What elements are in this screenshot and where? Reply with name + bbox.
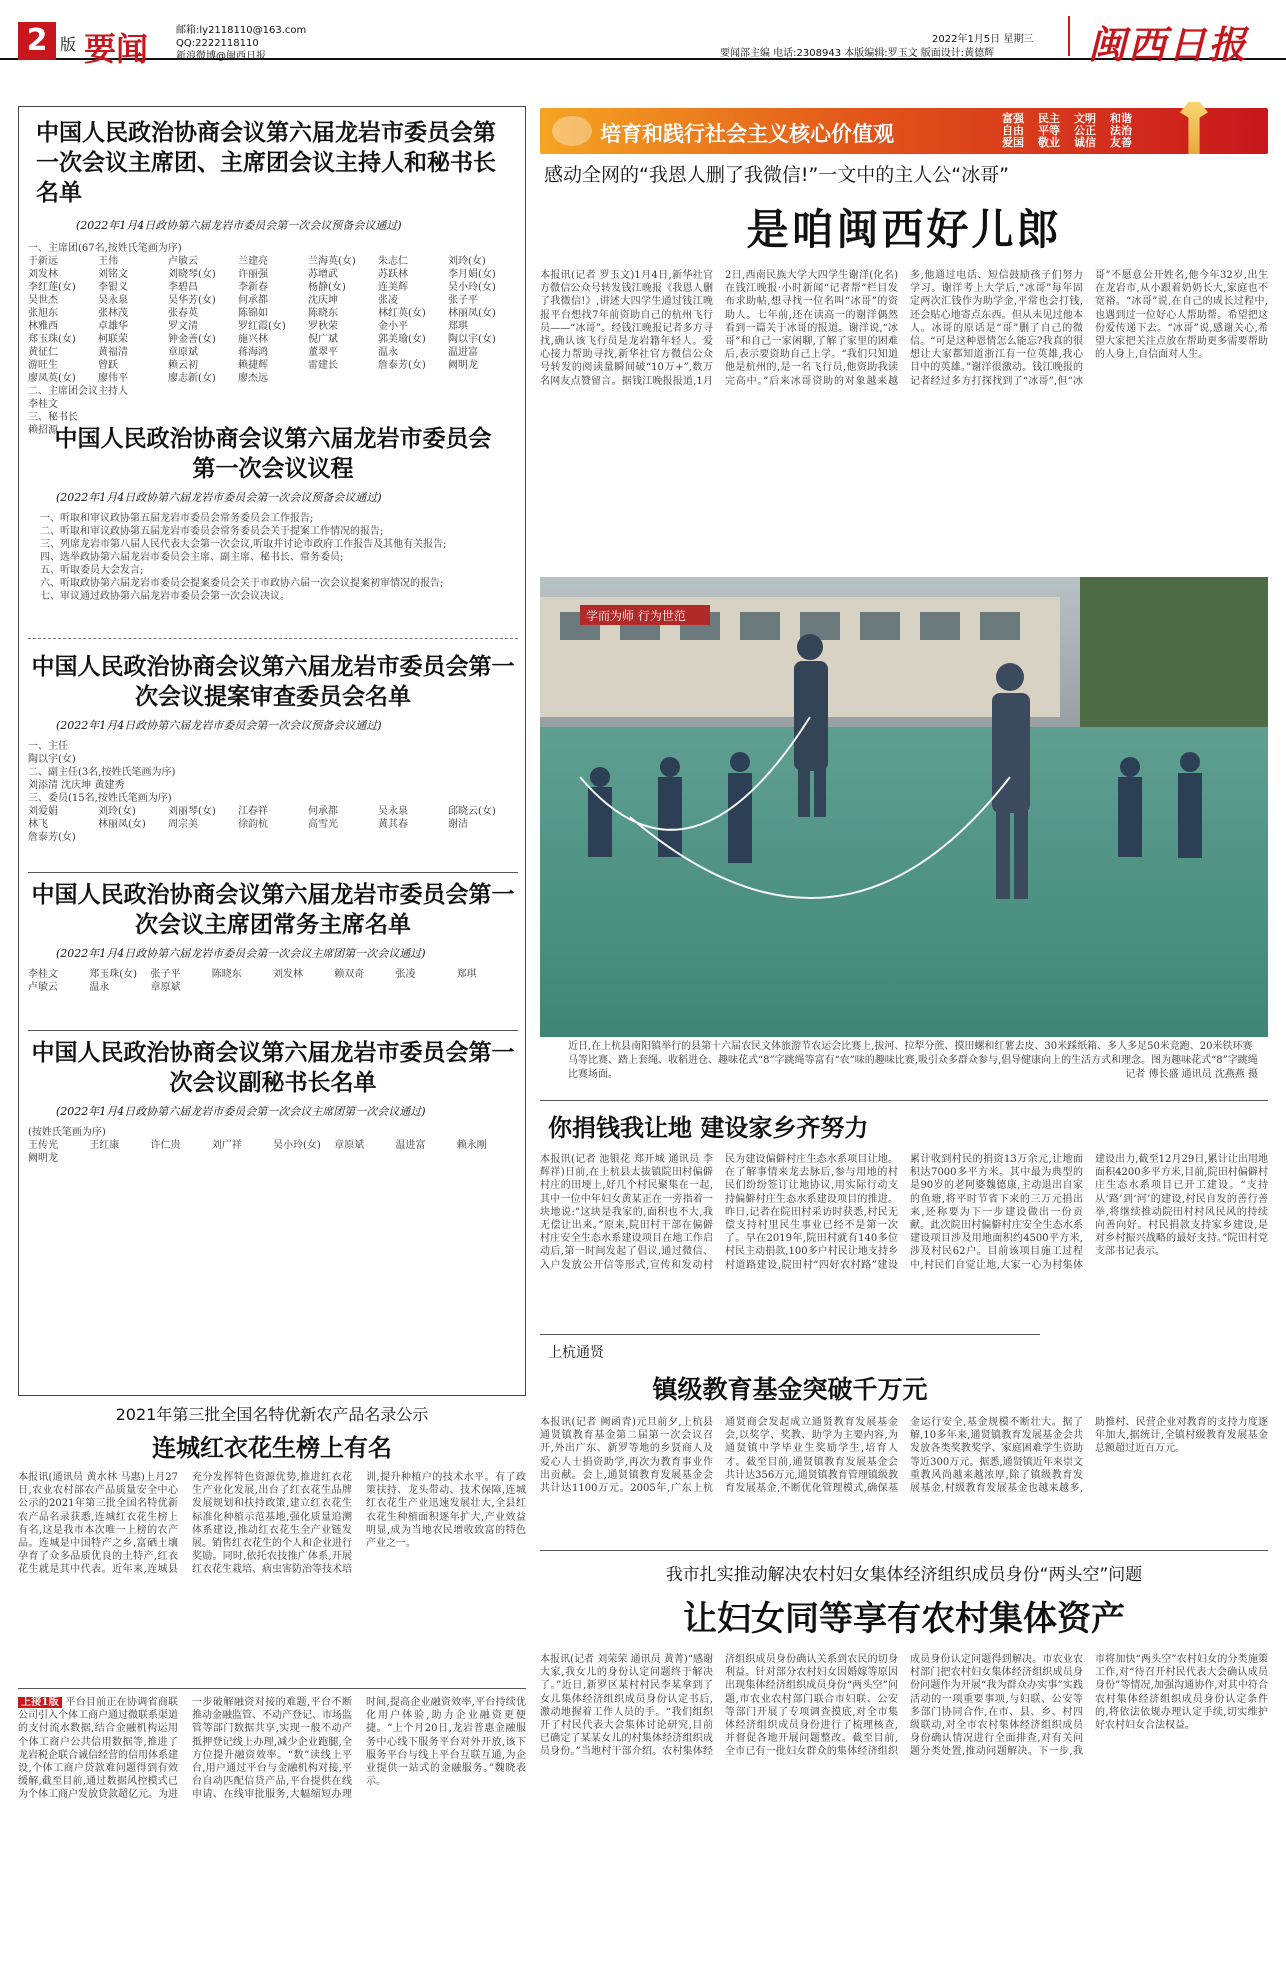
- member-name: 李桂文: [28, 969, 58, 980]
- member-name: 于新远: [28, 256, 58, 267]
- article-note: (2022年1月4日政协第六届龙岩市委员会第一次会议预备会议通过): [56, 719, 382, 732]
- contact-info: [176, 24, 306, 63]
- member-name: 卢敏云: [168, 256, 198, 267]
- agenda-list: [28, 512, 518, 603]
- divider: [540, 1334, 1040, 1335]
- member-name: 廖杰远: [238, 373, 268, 384]
- member-name: 兰建亮: [238, 256, 268, 267]
- article-rural-women: [540, 1560, 1268, 1969]
- article-title: 连城红衣花生榜上有名: [152, 1433, 392, 1462]
- agenda-item: 五、听取委员大会发言;: [40, 565, 144, 576]
- member-name: 刘发林: [273, 969, 303, 980]
- member-name: 高雪光: [308, 819, 338, 830]
- article-kicker: 感动全网的“我恩人删了我微信!”一文中的主人公“冰哥”: [544, 164, 1009, 186]
- article-title: 是咱闽西好儿郎: [746, 205, 1062, 254]
- article-presidium-list: [28, 118, 518, 437]
- member-name: 张春英: [168, 308, 198, 319]
- section-label: 一、主任: [28, 741, 68, 752]
- member-name: 张旭东: [28, 308, 58, 319]
- member-name: 张林茂: [98, 308, 128, 319]
- member-name: 张凌: [395, 969, 416, 980]
- section-label: 一、主席团(67名,按姓氏笔画为序): [28, 243, 182, 254]
- agenda-item: 七、审议通过政协第六届龙岩市委员会第一次会议决议。: [40, 591, 290, 602]
- member-name: 邱晓云(女): [448, 806, 496, 817]
- divider: [28, 638, 518, 639]
- masthead-logo: 闽西日报: [1088, 22, 1249, 67]
- member-name: 陈晓东: [211, 969, 242, 980]
- member-name: 廖志新(女): [168, 373, 216, 384]
- member-name: 游旺生: [28, 360, 58, 371]
- banner-title: 培育和践行社会主义核心价值观: [600, 122, 894, 146]
- photo-illustration: [540, 577, 1268, 1037]
- member-name: 林丽凤(女): [448, 308, 496, 319]
- member-name: 吴世杰: [28, 295, 58, 306]
- values-banner: [540, 108, 1268, 154]
- core-value: 公正: [1074, 124, 1096, 137]
- member-name: 许仁贵: [150, 1140, 181, 1151]
- article-note: (2022年1月4日政协第六届龙岩市委员会第一次会议主席团第一次会议通过): [56, 947, 426, 960]
- member-name: 刘玲(女): [98, 806, 136, 817]
- article-body: 本报讯(记者 罗玉文)1月4日,新华社官方微信公众号转发钱江晚报《我恩人删了我微信!》,讲述大四学生通过钱江晚报平台想找7年前资助自己的杭州飞行员——“冰哥”。经钱江晚报记者多方寻找,确认该飞行员是龙岩籍年轻人。爱心接力帮助寻找,新华社官方微信公众号转发的阅读量瞬间破“10万+”,数万名网友点赞留言。据钱江晚报报道,1月2日,西南民族大学大四学生谢洋(化名)在钱江晚报·小时新闻“记者帮”栏目发布求助帖,想寻找一位名叫“冰哥”的资助人。七年前,还在读高一的谢洋偶然看到一篇关于冰哥的报道。谢洋说,“冰哥”和自己一家闲聊,了解了家里的困难后,表示要资助自己上学。“我们只知道他是杭州的,是一名飞行员,他资助我读完高中。”后来冰哥资助的对象越来越多,他通过电话、短信鼓励孩子们努力学习。谢洋考上大学后,“冰哥”每年固定两次汇钱作为助学金,平常也会打钱,还会贴心地寄点东西。但从未见过他本人。冰哥的原话是“哥”删了自己的微信。“可是这种恩情怎么能忘?我真的很想让大家都知道浙江有一位英雄,我心目中的英雄。”谢洋很激动。钱江晚报的记者经过多方打探找到了“冰哥”,但“冰哥”不愿意公开姓名,他今年32岁,出生在龙岩市,从小跟着奶奶长大,家庭也不宽裕。“冰哥”说,在自己的成长过程中,也遇到过一位好心人帮助帮。希望把这份爱传递下去。“冰哥”说,感谢关心,希望大家把关注点放在帮助更多需要帮助的人身上,自信面对人生。: [540, 270, 1268, 387]
- presidium-names: [28, 255, 518, 385]
- member-name: 章原斌: [150, 982, 181, 993]
- member-name: 柯联荣: [98, 334, 128, 345]
- member-names: [28, 805, 518, 844]
- member-name: 郑琪: [456, 969, 477, 980]
- article-title: 让妇女同等享有农村集体资产: [683, 1599, 1125, 1639]
- member-name: 兰海英(女): [308, 256, 356, 267]
- core-value: 平等: [1038, 124, 1060, 137]
- member-name: 卓雄华: [98, 321, 128, 332]
- secretary-name: 赖招源: [28, 425, 58, 436]
- member-name: 何承都: [238, 295, 268, 306]
- member-name: 杨静(女): [308, 282, 346, 293]
- member-name: 朱志仁: [378, 256, 408, 267]
- weibo: 新浪微博@闽西日报: [176, 51, 266, 62]
- photo-credit: 记者 傅长盛 通讯员 沈燕燕 摄: [1125, 1069, 1258, 1080]
- article-body: [18, 1696, 526, 1944]
- core-value: 法治: [1110, 124, 1132, 137]
- agenda-item: 四、选举政协第六届龙岩市委员会主席、副主席、秘书长、常务委员;: [40, 552, 344, 563]
- member-name: 刘发林: [28, 269, 58, 280]
- member-name: 连美辉: [378, 282, 408, 293]
- member-name: 王伟: [98, 256, 118, 267]
- core-value: 和谐: [1110, 112, 1132, 125]
- member-name: 温进富: [448, 347, 478, 358]
- member-name: 詹泰芳(女): [378, 360, 426, 371]
- article-education-fund: [540, 1342, 1268, 1534]
- continued-tag: 上接1版: [18, 1697, 62, 1708]
- member-name: 温永: [89, 982, 110, 993]
- member-name: 苏增武: [308, 269, 338, 280]
- photo-caption: [568, 1040, 1258, 1082]
- member-name: 徐韵杭: [238, 819, 268, 830]
- order-note: (按姓氏笔画为序): [28, 1127, 106, 1138]
- section-label: 二、主席团会议主持人: [28, 386, 128, 397]
- member-name: 罗秋荣: [308, 321, 338, 332]
- article-land-donation: [540, 1108, 1268, 1359]
- agenda-item: 三、列席龙岩市第八届人民代表大会第一次会议,听取并讨论市政府工作报告及其他有关报告;: [40, 539, 447, 550]
- member-name: 陶以宇(女): [448, 334, 496, 345]
- member-name: 吴永泉: [378, 806, 408, 817]
- caption-text: 近日,在上杭县南阳镇举行的县第十六届农民文体旅游节农运会比赛上,拔河、拉犁分蔗、摸田螺和红薯去皮、30米踩纸箱、多人多足50米竞跑、20米铁环赛马等比赛、踏上套绳、收稻进仓、趣味花式“8”字跳绳等富有“农”味的趣味比赛,吸引众多群众参与,倡导健康向上的生活方式和理念。图为趣味花式“8”字跳绳比赛场面。: [568, 1041, 1258, 1080]
- article-binge: [540, 160, 1268, 575]
- member-name: 刘广祥: [211, 1140, 242, 1151]
- section-label: 三、委员(15名,按姓氏笔画为序): [28, 793, 172, 804]
- article-kicker: 我市扎实推动解决农村妇女集体经济组织成员身份“两头空”问题: [665, 1565, 1143, 1585]
- article-peanut: [18, 1402, 526, 1685]
- deputy-names: [28, 1139, 518, 1165]
- core-value: 诚信: [1074, 136, 1096, 149]
- page-header: [0, 0, 1286, 68]
- member-name: 阙明龙: [448, 360, 478, 371]
- article-deputy-secretaries: [28, 1038, 518, 1165]
- article-text: 平台目前正在协调省商联公司引入个体工商户通过微联系渠道的支付流水数据,结合金融机构运用个体工商户公共信用数据等,推进了龙岩税企联合诚信经营的信用体系建设,个体工商户贷款难问题得到有效缓解,截至目前,通过数据风控模式已为个体工商户发放贷款超亿元。为进一步破解融资对接的难题,平台不断推动金融监管、不动产登记、市场监管等部门数据共享,实现一般不动产抵押登记线上办理,减少企业跑腿,全方位提升融资效率。“数”读线上平台,用户通过平台与金融机构对接,平台自动匹配信贷产品,平台提供在线申请、在线审批服务,大幅缩短办理时间,提高企业融资效率,平台持续优化用户体验,助力企业融资更便捷。“上个月20日,龙岩普惠金融服务中心线下服务平台对外开放,该下服务平台与线上平台互联互通,为企业提供一站式的金融服务。”魏晓表示。: [18, 1697, 526, 1801]
- agenda-item: 六、听取政协第六届龙岩市委员会提案委员会关于市政协六届一次会议提案初审情况的报告;: [40, 578, 444, 589]
- core-value: 敬业: [1038, 136, 1060, 149]
- member-name: 李碧昌: [168, 282, 198, 293]
- member-name: 赖捷辉: [238, 360, 268, 371]
- article-proposal-committee: [28, 652, 518, 844]
- member-name: 许丽强: [238, 269, 268, 280]
- rope-skipping-photo: [540, 577, 1268, 1037]
- masthead-divider: [1068, 16, 1070, 56]
- member-name: 林红英(女): [378, 308, 426, 319]
- member-name: 金小平: [378, 321, 408, 332]
- core-value: 友善: [1110, 136, 1132, 149]
- vice-names: 刘添清 沈庆坤 黄建秀: [28, 780, 125, 791]
- member-name: 陈晓东: [308, 308, 338, 319]
- member-name: 江春祥: [238, 806, 268, 817]
- member-name: 李红莲(女): [28, 282, 76, 293]
- article-title: 中国人民政治协商会议第六届龙岩市委员会第一次会议副秘书长名单: [31, 1039, 515, 1096]
- member-name: 章原斌: [168, 347, 198, 358]
- member-name: 郑琪: [448, 321, 468, 332]
- article-kicker: 2021年第三批全国名特优新农产品名录公示: [115, 1405, 429, 1424]
- article-note: (2022年1月4日政协第六届龙岩市委员会第一次会议主席团第一次会议通过): [56, 1105, 426, 1118]
- divider: [28, 872, 518, 873]
- member-name: 吴永泉: [98, 295, 128, 306]
- article-body: 本报讯(通讯员 黄水林 马惠)上月27日,农业农村部农产品质量安全中心公示的2021年第三批全国名特优新农产品名录获悉,连城红衣花生榜上有名,这是我市本次唯一上榜的农产品。连城是中国特产之乡,富硒土壤孕育了众多品质优良的土特产,红衣花生就是其中代表。近年来,连城县充分发挥特色资源优势,推进红衣花生产业化发展,出台了红衣花生品牌发展规划和扶持政策,建立红衣花生标准化种植示范基地,强化质量追溯体系建设,推动红衣花生全产业链发展。销售红衣花生的个人和企业进行奖励。同时,依托农技推广体系,开展红衣花生栽培、病虫害防治等技术培训,提升种植户的技术水平。有了政策扶持、龙头带动、技术保障,连城红衣花生产业迅速发展壮大,全县红衣花生种植面积逐年扩大,产业效益明显,成为当地农民增收致富的特色产业之一。: [18, 1472, 526, 1576]
- qq: QQ:2222118110: [176, 38, 259, 49]
- member-name: 王传光: [28, 1140, 58, 1151]
- member-name: 刘丽琴(女): [168, 806, 216, 817]
- issue-date: 2022年1月5日 星期三: [932, 34, 1034, 45]
- agenda-item: 一、听取和审议政协第五届龙岩市委员会常务委员会工作报告;: [40, 513, 314, 524]
- member-name: 罗红霞(女): [238, 321, 286, 332]
- member-name: 张子平: [150, 969, 181, 980]
- member-name: 林飞: [28, 819, 48, 830]
- member-name: 郭美瑜(女): [378, 334, 426, 345]
- article-title: 镇级教育基金突破千万元: [652, 1375, 928, 1404]
- member-name: 黄其春: [378, 819, 408, 830]
- host-name: 李桂文: [28, 399, 58, 410]
- member-name: 李银义: [98, 282, 128, 293]
- divider: [540, 1100, 1268, 1101]
- member-name: 卢敏云: [28, 982, 58, 993]
- member-name: 吴小玲(女): [273, 1140, 321, 1151]
- member-name: 吴小玲(女): [448, 282, 496, 293]
- member-name: 廖伟平: [98, 373, 128, 384]
- member-name: 沈庆坤: [308, 295, 338, 306]
- article-title: 你捐钱我让地 建设家乡齐努力: [548, 1114, 869, 1142]
- divider: [18, 1688, 526, 1689]
- member-name: 赖云初: [168, 360, 198, 371]
- page-number: 2: [18, 22, 56, 60]
- member-name: 黄征仁: [28, 347, 58, 358]
- member-name: 何承都: [308, 806, 338, 817]
- member-name: 黄福清: [98, 347, 128, 358]
- article-note: (2022年1月4日政协第六届龙岩市委员会第一次会议预备会议通过): [76, 219, 402, 232]
- member-name: 倪广斌: [308, 334, 338, 345]
- article-continued: [18, 1696, 526, 1944]
- article-body: 本报讯(记者 刘荣荣 通讯员 黄菁)“感谢大家,我女儿的身份认定问题终于解决了。”近日,新罗区某村村民李某拿到了女儿集体经济组织成员身份认定书后,激动地握着工作人员的手。“我们组织开了村民代表大会集体讨论研究,目前已确定了某某女儿的村集体经济组织成员身份。”当地村干部介绍。农村集体经济组织成员身份确认关系到农民的切身利益。针对部分农村妇女因婚嫁等原因出现集体经济组织成员身份“两头空”问题,市农业农村部门联合市妇联、公安等部门开展了专项调查摸底,对全市集体经济组织成员身份进行了梳理核查,并督促各地开展问题整改。截至目前,全市已有一批妇女群众的集体经济组织成员身份认定问题得到解决。市农业农村部门把农村妇女集体经济组织成员身份问题作为开展“我为群众办实事”实践活动的一项重要事项,与妇联、公安等多部门协同合作,在市、县、乡、村四级联动,对全市农村集体经济组织成员身份确认情况进行全面排查,对有关问题分类处置,推动问题解决。下一步,我市将加快“两头空”农村妇女的分类施策工作,对“待召开村民代表大会确认成员身份”等情况,加强沟通协作,对其中符合农村集体经济组织成员身份认定条件的,将依法依规办理认定手续,切实维护好农村妇女合法权益。: [540, 1654, 1268, 1758]
- flower-icon: [552, 116, 592, 146]
- article-body: 本报讯(记者 阙函青)元旦前夕,上杭县通贤镇教育基金第二届第一次会议召开,外出广东、新罗等地的乡贤商人及爱心人士捐资助学,再次为教育事业作出贡献。会上,通贤镇教育发展基金会共计达1100万元。2005年,广东上杭通贤商会发起成立通贤教育发展基金会,以奖学、奖教、助学为主要内容,为通贤镇中学毕业生奖励学生,培育人才。截至目前,通贤镇教育发展基金会共计达356万元,通贤镇教育管理镇级教育发展基金,不断优化管理模式,确保基金运行安全,基金规模不断壮大。据了解,10多年来,通贤镇教育发展基金会共发放各类奖教奖学、家庭困难学生资助等近300万元。据悉,通贤镇近年来崇文重教风尚越来越浓厚,除了镇级教育发展基金,村级教育发展基金也越来越多,助推村、民营企业对教育的支持力度逐年加大,据统计,全镇村级教育发展基金总额超过近百万元。: [540, 1417, 1268, 1495]
- member-name: 罗文清: [168, 321, 198, 332]
- editors: 要闻部主编 电话:2308943 本版编辑:罗玉文 版面设计:黄德辉: [720, 48, 995, 59]
- ban-label: 版: [60, 35, 77, 54]
- divider: [28, 1030, 518, 1031]
- core-value: 自由: [1002, 124, 1024, 137]
- article-kicker: 上杭通贤: [548, 1345, 604, 1361]
- member-name: 陈锦如: [238, 308, 268, 319]
- section-label: 二、副主任(3名,按姓氏笔画为序): [28, 767, 176, 778]
- member-name: 谢洁: [448, 819, 468, 830]
- monument-icon: [1180, 102, 1208, 154]
- member-name: 刘铭文: [98, 269, 128, 280]
- member-name: 张凌: [378, 295, 398, 306]
- member-name: 郑玉珠(女): [89, 969, 138, 980]
- member-name: 廖凤英(女): [28, 373, 76, 384]
- member-name: 蒋海鸿: [238, 347, 268, 358]
- member-name: 董翠平: [308, 347, 338, 358]
- member-name: 周宗美: [168, 819, 198, 830]
- article-body: 本报讯(记者 池银花 郑开城 通讯员 李辉祥)日前,在上杭县太拔镇院田村偏僻村庄的田埂上,好几个村民聚集在一起,其中一位中年妇女黄某正在一旁指着一块地说:“这块是我家的,面积也不大,我无偿让出来。”原来,院田村干部在偏僻村庄安全生态水系建设项目在地工作启动后,第一时间发起了倡议,通过微信、入户发放公开信等形式,宣传和发动村民为建设偏僻村庄生态水系项目让地。在了解事情来龙去脉后,参与用地的村民们纷纷签订让地协议,用实际行动支持偏僻村庄生态水系建设项目的推进。昨日,记者在院田村采访时获悉,村民无偿支持村里民生事业已经不是第一次了。早在2019年,院田村就有140多位村民主动捐款,100多户村民让地支持乡村道路建设,院田村“四好农村路”建设累计收到村民的捐资13万余元,让地面积达7000多平方米。其中最为典型的是90岁的老阿婆魏德康,主动退出自家的鱼塘,将平时节省下来的三万元捐出来,还称要为下一步建设做出一份贡献。此次院田村偏僻村庄安全生态水系建设项目涉及用地面积约4500平方米,涉及村民62户。目前该项目施工过程中,村民们自觉让地,大家一心为村集体建设出力,截至12月29日,累计让出用地面积4200多平方米,目前,院田村偏僻村庄生态水系项目已开工建设。“支持从‘路’到‘河’的建设,村民自发的善行善举,将继续推动院田村村风民风的持续向善向好。村民捐款支持家乡建设,是对乡村振兴战略的最好支持。”院田村党支部书记表示。: [540, 1154, 1268, 1271]
- core-value: 文明: [1074, 112, 1096, 125]
- core-value: 富强: [1002, 112, 1024, 125]
- member-name: 王红康: [89, 1140, 120, 1151]
- agenda-item: 二、听取和审议政协第五届龙岩市委员会常务委员会关于提案工作情况的报告;: [40, 526, 384, 537]
- member-name: 赖永刚: [456, 1140, 487, 1151]
- article-note: (2022年1月4日政协第六届龙岩市委员会第一次会议预备会议通过): [56, 491, 382, 504]
- core-values: [1002, 113, 1146, 149]
- member-name: 郑玉珠(女): [28, 334, 76, 345]
- member-name: 詹泰芳(女): [28, 832, 76, 843]
- article-title: 中国人民政治协商会议第六届龙岩市委员会第一次会议议程: [54, 425, 492, 482]
- article-standing-chairs: [28, 880, 518, 994]
- member-name: 赖双奇: [334, 969, 365, 980]
- member-name: 曾跃: [98, 360, 118, 371]
- member-name: 李新春: [238, 282, 268, 293]
- member-name: 刘玲(女): [448, 256, 486, 267]
- chair-names: [28, 968, 518, 994]
- member-name: 钟金善(女): [168, 334, 216, 345]
- member-name: 阙明龙: [28, 1153, 58, 1164]
- member-name: 苏跃林: [378, 269, 408, 280]
- core-value: 民主: [1038, 112, 1060, 125]
- section-title: 要闻: [84, 30, 149, 68]
- core-value: 爱国: [1002, 136, 1024, 149]
- member-name: 温永: [378, 347, 398, 358]
- member-name: 温进富: [395, 1140, 426, 1151]
- member-name: 吴华芳(女): [168, 295, 216, 306]
- school-slogan: 学而为师 行为世范: [586, 609, 686, 623]
- member-name: 章原斌: [334, 1140, 365, 1151]
- chair-name: 陶以宇(女): [28, 754, 76, 765]
- article-title: 中国人民政治协商会议第六届龙岩市委员会第一次会议主席团常务主席名单: [31, 881, 515, 938]
- member-name: 张子平: [448, 295, 478, 306]
- member-name: 刘爱娟: [28, 806, 58, 817]
- email: 邮箱:ly2118110@163.com: [176, 25, 307, 36]
- article-title: 中国人民政治协商会议第六届龙岩市委员会第一次会议提案审查委员会名单: [31, 653, 515, 710]
- divider: [540, 1550, 1268, 1551]
- member-name: 林丽凤(女): [98, 819, 146, 830]
- article-agenda: [28, 424, 518, 603]
- article-title: 中国人民政治协商会议第六届龙岩市委员会第一次会议主席团、主席团会议主持人和秘书长名单: [36, 119, 496, 206]
- section-label: 三、秘书长: [28, 412, 78, 423]
- member-name: 施兴林: [238, 334, 268, 345]
- member-name: 雷建长: [308, 360, 338, 371]
- member-name: 刘晓琴(女): [168, 269, 216, 280]
- member-name: 李月娟(女): [448, 269, 496, 280]
- member-name: 林雅西: [28, 321, 58, 332]
